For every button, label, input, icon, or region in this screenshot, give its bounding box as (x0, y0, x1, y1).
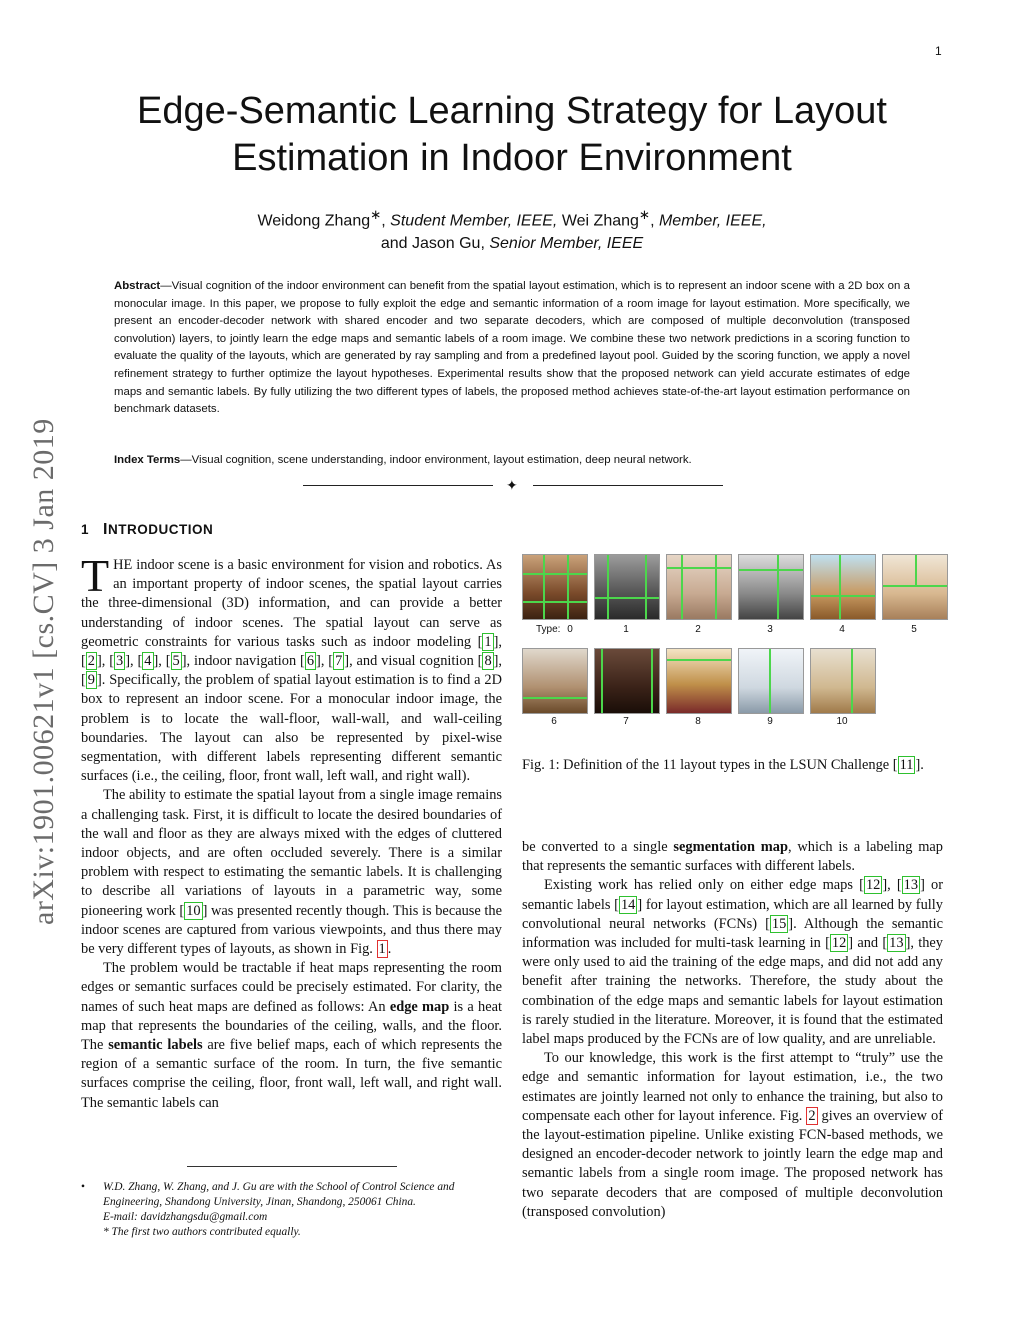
room-thumbnail-type-8 (666, 648, 732, 714)
body-paragraph: be converted to a single segmentation map, which is a labeling map that represents the semantic surfaces with different labels. (522, 839, 944, 875)
section-divider (303, 479, 723, 497)
citation-link[interactable]: 6 (306, 653, 315, 670)
type-label: 9 (767, 716, 773, 727)
citation-link[interactable]: 3 (116, 653, 124, 670)
room-thumbnail-type-3 (738, 554, 804, 620)
intro-paragraph: THE indoor scene is a basic environment for vision and robotics. As an important property of indoor scenes, the spatial layout carries the three-dimensional (3D) information, and can provide a better understanding of indoor scenes. The spatial layout can serve as geometric constraints for various tasks such as indoor modeling [ 1 ], [ 2 ], [ 3 ], [ 4 ], [ 5 ], indoor navigation [ 6 ], [ 7 ], and visual cognition [ 8 ], [ 9 ]. Specifically, the problem of spatial layout estimation is to find a 2D box to represent an indoor scene. For a monocular indoor image, the problem is to locate the wall-floor, wall-wall, and wall-ceiling boundaries. The layout can also be represented by pixel-wise segmentation, with different labels representing different semantic surfaces (i.e., the ceiling, floor, front wall, left wall, and right wall). (81, 550, 503, 785)
citation-link[interactable]: 7 (335, 653, 343, 670)
citation-link[interactable]: 4 (144, 653, 152, 670)
type-label: 8 (695, 716, 701, 727)
abstract (114, 278, 910, 419)
footnote-rule (187, 1166, 397, 1167)
arxiv-stamp: arXiv:1901.00621v1 [cs.CV] 3 Jan 2019 (27, 418, 60, 925)
type-prefix-label: Type: (536, 624, 561, 635)
citation-link[interactable]: 12 (865, 877, 881, 894)
figure-link[interactable]: 1 (378, 941, 386, 958)
type-label: 4 (839, 624, 845, 635)
citation-link[interactable]: 14 (620, 896, 636, 913)
figure-link[interactable]: 2 (808, 1107, 816, 1124)
author-role: Student Member, IEEE, (390, 212, 558, 230)
footnote-email: E-mail: davidzhangsdu@gmail.com (103, 1211, 268, 1223)
room-thumbnail-type-0 (522, 554, 588, 620)
divider-line-right (533, 485, 723, 486)
citation-link[interactable]: 12 (831, 935, 847, 952)
footnote (81, 1180, 502, 1240)
room-thumbnail-type-4 (810, 554, 876, 620)
room-thumbnail-type-10 (810, 648, 876, 714)
type-label: 3 (767, 624, 773, 635)
index-terms (114, 452, 910, 469)
footnote-affiliation: W.D. Zhang, W. Zhang, and J. Gu are with the School of Control Science and Engineering, Shandong University, Jinan, Shandong, 250061 China. (103, 1181, 455, 1208)
author-name: Wei Zhang (561, 212, 639, 230)
room-thumbnail-type-7 (594, 648, 660, 714)
citation-link[interactable]: 1 (484, 633, 492, 650)
author-role: Member, IEEE, (658, 212, 767, 230)
type-label: 10 (836, 716, 848, 727)
abstract-text: —Visual cognition of the indoor environment can benefit from the spatial layout estimation, which is to represent an indoor scene with a 2D box on a monocular image. In this paper, we propose to fully exploit the edge and semantic information of a room image for layout estimation. More specifically, we present an encoder-decoder network with shared encoder and two separate decoders, which are composed of multiple deconvolution (transposed convolution) layers, to jointly learn the edge maps and semantic labels of a room image. We combine these two network predictions in a scoring function to evaluate the quality of the layouts, which are generated by ray sampling and from a predefined layout pool. Guided by the scoring function, we apply a novel refinement strategy to further optimize the layout hypotheses. Experimental results show that the proposed network can yield accurate estimates of edge maps and semantic labels. By fully utilizing the two different types of labels, the proposed method achieves state-of-the-art layout estimation performance on benchmark datasets. (114, 280, 910, 416)
drop-cap: T (81, 550, 110, 601)
type-label: 6 (551, 716, 557, 727)
figure-caption: Fig. 1: Definition of the 11 layout types in the LSUN Challenge [ 11 ]. (522, 757, 924, 773)
divider-line-left (303, 485, 493, 486)
citation-link[interactable]: 13 (903, 877, 919, 894)
citation-link[interactable]: 9 (87, 672, 95, 689)
citation-link[interactable]: 8 (484, 653, 492, 670)
right-column (522, 838, 943, 1222)
page-number: 1 (935, 44, 942, 58)
index-terms-text: —Visual cognition, scene understanding, indoor environment, layout estimation, deep neural network. (180, 454, 692, 466)
author-block: Weidong Zhang∗, Student Member, IEEE, Wei Zhang∗, Member, IEEE, and Jason Gu, Senior Member, IEEE (257, 207, 767, 253)
section-heading: 1 INTRODUCTION (81, 521, 214, 538)
room-thumbnail-type-9 (738, 648, 804, 714)
body-paragraph: To our knowledge, this work is the first attempt to “truly” use the edge and semantic information for layout estimation, i.e., the two estimates are jointly learned not only to enhance the training, but also to compensate each other for layout inference. Fig. 2 gives an overview of the layout-estimation pipeline. Unlike existing FCN-based methods, we designed an encoder-decoder network to jointly learn the edge map and semantic labels from a single room image. The proposed network has two separate decoders that are composed of multiple deconvolution (transposed convolution) (522, 1050, 943, 1220)
index-terms-label: Index Terms (114, 454, 181, 466)
body-paragraph: Existing work has relied only on either edge maps [ 12 ], [ 13 ] or semantic labels [ 14 ] for layout estimation, which are all learned by fully convolutional neural networks (FCNs) [ 15 ]. Although the semantic information was included for multi-task learning in [ 12 ] and [ 13 ], they were only used to aid the training of the edge maps, and did not add any benefit after training the networks. Therefore, the study about the combination of the edge maps and semantic labels for layout estimation is rarely studied in the literature. Moreover, it is found that the estimated label maps produced by the FCNs are of low quality, and are unreliable. (522, 877, 943, 1048)
type-label: 7 (623, 716, 629, 727)
footnote-bullet: • (81, 1181, 85, 1193)
author-name: and Jason Gu, (380, 235, 485, 253)
citation-link[interactable]: 5 (172, 653, 180, 670)
room-thumbnail-type-2 (666, 554, 732, 620)
type-label: 2 (695, 624, 701, 635)
section-number: 1 (81, 522, 90, 537)
type-label: 0 (567, 624, 573, 635)
room-thumbnail-type-1 (594, 554, 660, 620)
room-thumbnail-type-6 (522, 648, 588, 714)
type-label: 1 (623, 624, 629, 635)
divider-diamond-icon: ✦ (506, 479, 518, 494)
citation-link[interactable]: 15 (771, 915, 787, 932)
citation-link[interactable]: 11 (899, 757, 914, 773)
room-thumbnail-type-5 (882, 554, 948, 620)
intro-paragraph: The problem would be tractable if heat maps representing the room edges or semantic surfaces could be precisely estimated. For clarity, the names of such heat maps are defined as follows: An edge map is a heat map that represents the boundaries of the ceiling, walls, and the floor. The semantic labels are five belief maps, each of which represents the region of a semantic surface of the room. In turn, the five semantic surfaces comprise the ceiling, floor, front wall, left wall, and right wall. The semantic labels can (81, 960, 503, 1111)
citation-link[interactable]: 10 (186, 902, 201, 919)
footnote-equal-contribution: * The first two authors contributed equally. (103, 1226, 301, 1238)
intro-paragraph: The ability to estimate the spatial layout from a single image remains a challenging task. First, it is difficult to locate the desired boundaries of the wall and floor as they are always mixed with the edges of cluttered indoor objects, and are often occluded severely. There is a similar problem with respect to estimating the semantic labels. It is challenging to describe all variations of layouts in a parametric way, some pioneering work [ 10 ] was presented recently though. This is because the indoor scenes are captured from various viewpoints, and thus there may be very different types of layouts, as shown in Fig. 1 . (81, 787, 502, 958)
author-role: Senior Member, IEEE (489, 235, 644, 253)
paper-title: Edge-Semantic Learning Strategy for Layout Estimation in Indoor Environment (137, 90, 887, 179)
left-column (81, 550, 503, 1113)
type-label: 5 (911, 624, 917, 635)
citation-link[interactable]: 13 (889, 935, 904, 952)
author-name: Weidong Zhang (257, 212, 371, 230)
abstract-label: Abstract (114, 280, 161, 292)
figure-layout-types (518, 552, 948, 752)
citation-link[interactable]: 2 (87, 653, 95, 670)
